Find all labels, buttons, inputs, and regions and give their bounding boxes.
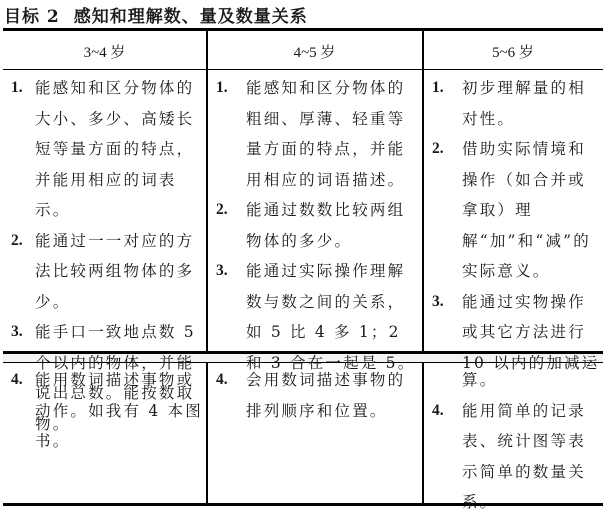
cell-4-5-part2: [208, 365, 420, 426]
list-item: 4. 能用数词描述事物或动作。如我有 4 本图书。: [11, 371, 203, 450]
table-top-border: [3, 28, 603, 31]
list-item: 3. 能通过实物操作或其它方法进行 10 以内的加减运: [432, 292, 600, 372]
list-item: 3. 能手口一致地点数 5 个以内的物体，并能说出总数。能按数取物。: [11, 323, 196, 433]
list-item: 4. 能用简单的记录表、统计图等表示简单的数量关系。: [432, 401, 586, 511]
list-item: 1. 初步理解量的相对性。: [432, 79, 586, 128]
header-age-5-6: 5~6 岁: [492, 44, 534, 61]
list-item: 3. 能通过实际操作理解数与数之间的关系，如 5 比 4 多 1；2 和 3 合在一起是 5。: [216, 262, 416, 372]
list-item-continued: 算。: [462, 371, 498, 389]
cell-4-5-part1: [208, 73, 420, 378]
list-item: 1. 能感知和区分物体的粗细、厚薄、轻重等量方面的特点，并能用相应的词语描述。: [216, 79, 406, 189]
header-age-4-5: 4~5 岁: [293, 44, 336, 61]
list-item: 4. 会用数词描述事物的排列顺序和位置。: [216, 371, 406, 420]
section-heading: 感知和理解数、量及数量关系: [73, 7, 308, 27]
cell-3-4-part2: [3, 365, 203, 457]
cell-5-6-part1: [424, 73, 602, 378]
section-title: [4, 2, 308, 27]
list-item: 2. 能通过数数比较两组物体的多少。: [216, 201, 406, 250]
list-item: 1. 能感知和区分物体的大小、多少、高矮长短等量方面的特点，并能用相应的词表示。: [11, 79, 195, 219]
header-age-3-4: 3~4 岁: [83, 44, 126, 61]
list-item: 2. 能通过一一对应的方法比较两组物体的多少。: [11, 231, 195, 311]
section-number: 目标 2: [4, 7, 60, 27]
list-item: 2. 借助实际情境和操作（如合并或拿取）理解“加”和“减”的实际意义。: [432, 140, 591, 280]
cell-5-6-part2: [424, 365, 602, 518]
